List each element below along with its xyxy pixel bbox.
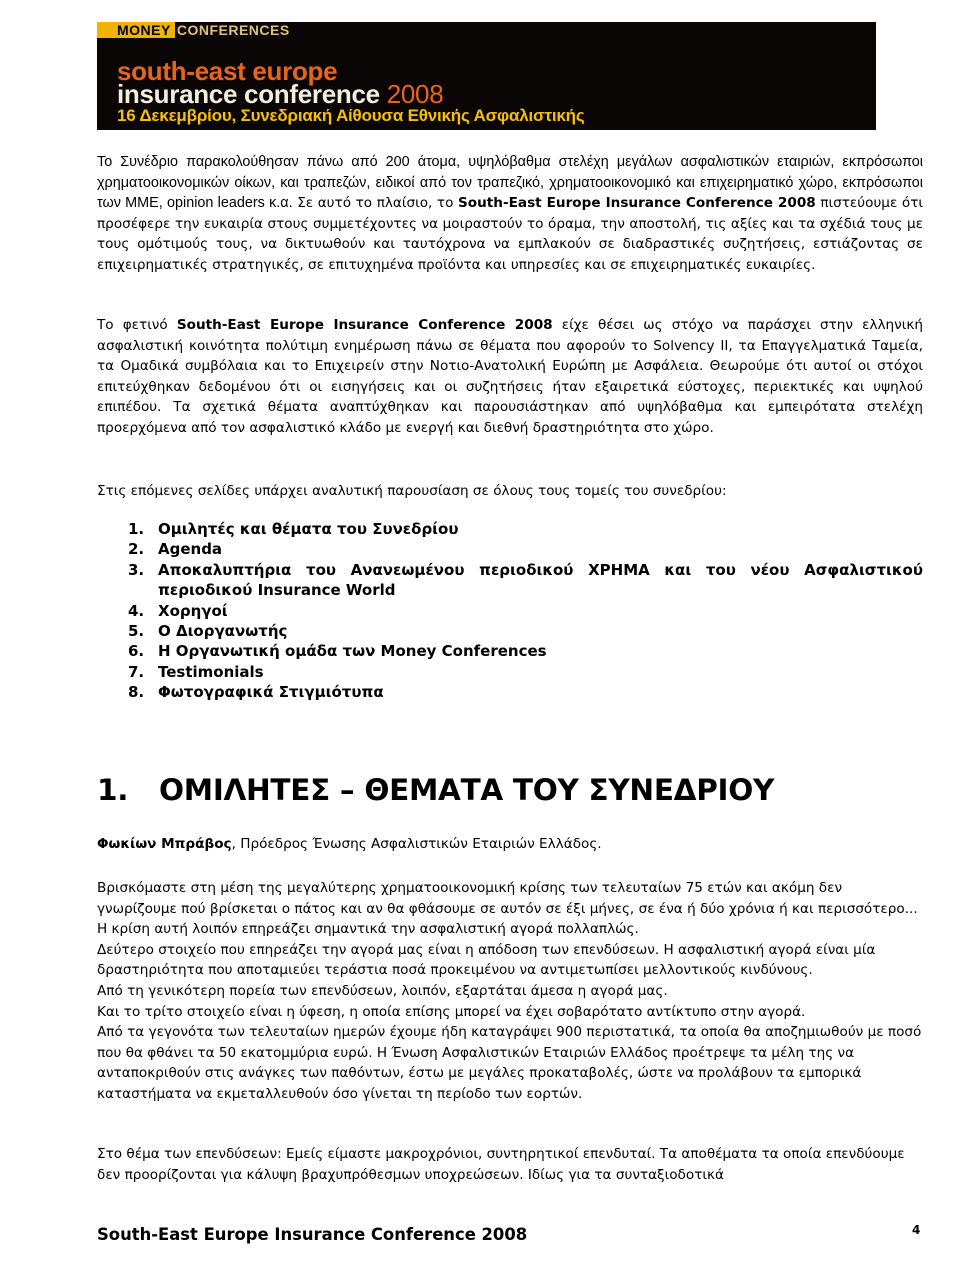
banner-title-line2: insurance conference 2008 (117, 79, 444, 109)
list-item: 1. Ομιλητές και θέματα του Συνεδρίου (128, 520, 459, 538)
speech-paragraph: Από τα γεγονότα των τελευταίων ημερών έχουμε ήδη καταγράψει 900 περιστατικά, τα οποία θα αποζημιωθούν με ποσό που θα φθάνει τα 50 εκατομμύρια ευρώ. Η Ένωση Ασφαλιστικών Εταιριών Ελλάδος προέτρεψε τα μέλη της να ανταποκριθούν στις ανάγκες των παθόντων, έστω με μεγάλες προκαταβολές, ώστε να προλάβουν τα εμπορικά καταστήματα να εκμεταλλευθούν όσο γίνεται τη περίοδο των εορτών. (97, 1024, 922, 1102)
speech-text (97, 878, 923, 1105)
section-heading: 1. ΟΜΙΛΗΤΕΣ – ΘΕΜΑΤΑ ΤΟΥ ΣΥΝΕΔΡΙΟΥ (97, 773, 775, 807)
speech-paragraph: Δεύτερο στοιχείο που επηρεάζει την αγορά μας είναι η απόδοση των επενδύσεων. Η ασφαλιστική αγορά είναι μία δραστηριότητα που αποταμιεύει τεράστια ποσά προκειμένου να αντιμετωπίσει μελλοντικούς κινδύνους. (97, 941, 876, 979)
speaker-line: Φωκίων Μπράβος, Πρόεδρος Ένωσης Ασφαλιστικών Εταιριών Ελλάδος. (97, 836, 602, 852)
conference-name: South-East Europe Insurance Conference 2008 (176, 317, 553, 333)
list-item: 4. Χορηγοί (128, 601, 228, 620)
page-number: 4 (912, 1223, 921, 1237)
speaker-name: Φωκίων Μπράβος (97, 836, 232, 852)
footer-title: South-East Europe Insurance Conference 2008 (97, 1225, 528, 1244)
money-conferences-logo: MONEY CONFERENCES (97, 22, 876, 38)
list-item: 7. Testimonials (128, 662, 264, 681)
speech-paragraph: Και το τρίτο στοιχείο είναι η ύφεση, η οποία επίσης μπορεί να έχει σοβαρότατο αντίκτυπο στην αγορά. (97, 1003, 806, 1020)
list-item: 3. Αποκαλυπτήρια του Ανανεωμένου περιοδικού ΧΡΗΜΑ και του νέου Ασφαλιστικού περιοδικού Insurance World (128, 560, 923, 600)
contents-list (128, 519, 923, 703)
list-item: 5. Ο Διοργανωτής (128, 622, 288, 641)
speech-paragraph: Από τη γενικότερη πορεία των επενδύσεων, λοιπόν, εξαρτάται άμεσα η αγορά μας. (97, 982, 668, 999)
goals-paragraph: Το φετινό South-East Europe Insurance Conference 2008 είχε θέσει ως στόχο να παράσχει στην ελληνική ασφαλιστική κοινότητα πολύτιμη ενημέρωση πάνω σε θέματα που αφορούν το Solvency II, τα Επαγγελματικά Ταμεία, τα Ομαδικά συμβόλαια και το Επιχειρείν στην Νοτιο-Ανατολική Ευρώπη με Ασφάλεια. Θεωρούμε ότι αυτοί οι στόχοι επιτεύχθηκαν δεδομένου ότι οι εισηγήσεις και οι συζητήσεις ήταν εξαιρετικά εύστοχες, περιεκτικές και υψηλού επιπέδου. Τα σχετικά θέματα αναπτύχθηκαν και παρουσιάστηκαν από υψηλόβαθμα και εμπειρότατα στελέχη προερχόμενα από τον ασφαλιστικό κλάδο με ενεργή και διεθνή δραστηριότητα στο χώρο. (97, 317, 923, 436)
intro-paragraph: Το Συνέδριο παρακολούθησαν πάνω από 200 άτομα, υψηλόβαθμα στελέχη μεγάλων ασφαλιστικών εταιριών, εκπρόσωποι χρηματοοικονομικών οίκων, και τραπεζών, ειδικοί από τον τραπεζικό, χρηματοοικονομικό και επιχειρηματικό χώρο, εκπρόσωποι των ΜΜΕ, opinion leaders κ.α. Σε αυτό το πλαίσιο, το South-East Europe Insurance Conference 2008 πιστεύουμε ότι προσέφερε την ευκαιρία στους συμμετέχοντες να μοιραστούν το όραμα, την αποστολή, τις αξίες και τα σχέδιά τους με τους ομότιμούς τους, να δικτυωθούν και ταυτόχρονα να εμπλακούν σε διαδραστικές συζητήσεις, εστιάζοντας σε επιχειρηματικές στρατηγικές, σε επιτυχημένα προϊόντα και υπηρεσίες και σε επιχειρηματικές ευκαιρίες. (97, 154, 923, 273)
banner-subline: 16 Δεκεμβρίου, Συνεδριακή Αίθουσα Εθνικής Ασφαλιστικής (117, 106, 585, 125)
speech-paragraph: Βρισκόμαστε στη μέση της μεγαλύτερης χρηματοοικονομική κρίσης των τελευταίων 75 ετών και ακόμη δεν γνωρίζουμε πού βρίσκεται ο πάτος και αν θα φθάσουμε σε αυτόν σε έξι μήνες, σε ένα ή δύο χρόνια ή και περισσότερο... Η κρίση αυτή λοιπόν επηρεάζει σημαντικά την ασφαλιστική αγορά πολλαπλώς. (97, 880, 918, 938)
investments-paragraph: Στο θέμα των επενδύσεων: Εμείς είμαστε μακροχρόνιοι, συντηρητικοί επενδυταί. Τα αποθέματα τα οποία επενδύουμε δεν προορίζονται για κάλυψη βραχυπρόθεσμων υποχρεώσεων. Ιδίως για τα συνταξιοδοτικά (97, 1146, 905, 1183)
list-intro: Στις επόμενες σελίδες υπάρχει αναλυτική παρουσίαση σε όλους τους τομείς του συνεδρίου: (97, 483, 727, 499)
list-item: 2. Agenda (128, 540, 223, 559)
list-item: 8. Φωτογραφικά Στιγμιότυπα (128, 683, 384, 702)
conference-name: South-East Europe Insurance Conference 2008 (457, 195, 816, 212)
conference-banner (97, 22, 876, 130)
list-item: 6. Η Οργανωτική ομάδα των Money Conferences (128, 642, 547, 661)
banner-title-line1: south-east europe (117, 56, 338, 86)
